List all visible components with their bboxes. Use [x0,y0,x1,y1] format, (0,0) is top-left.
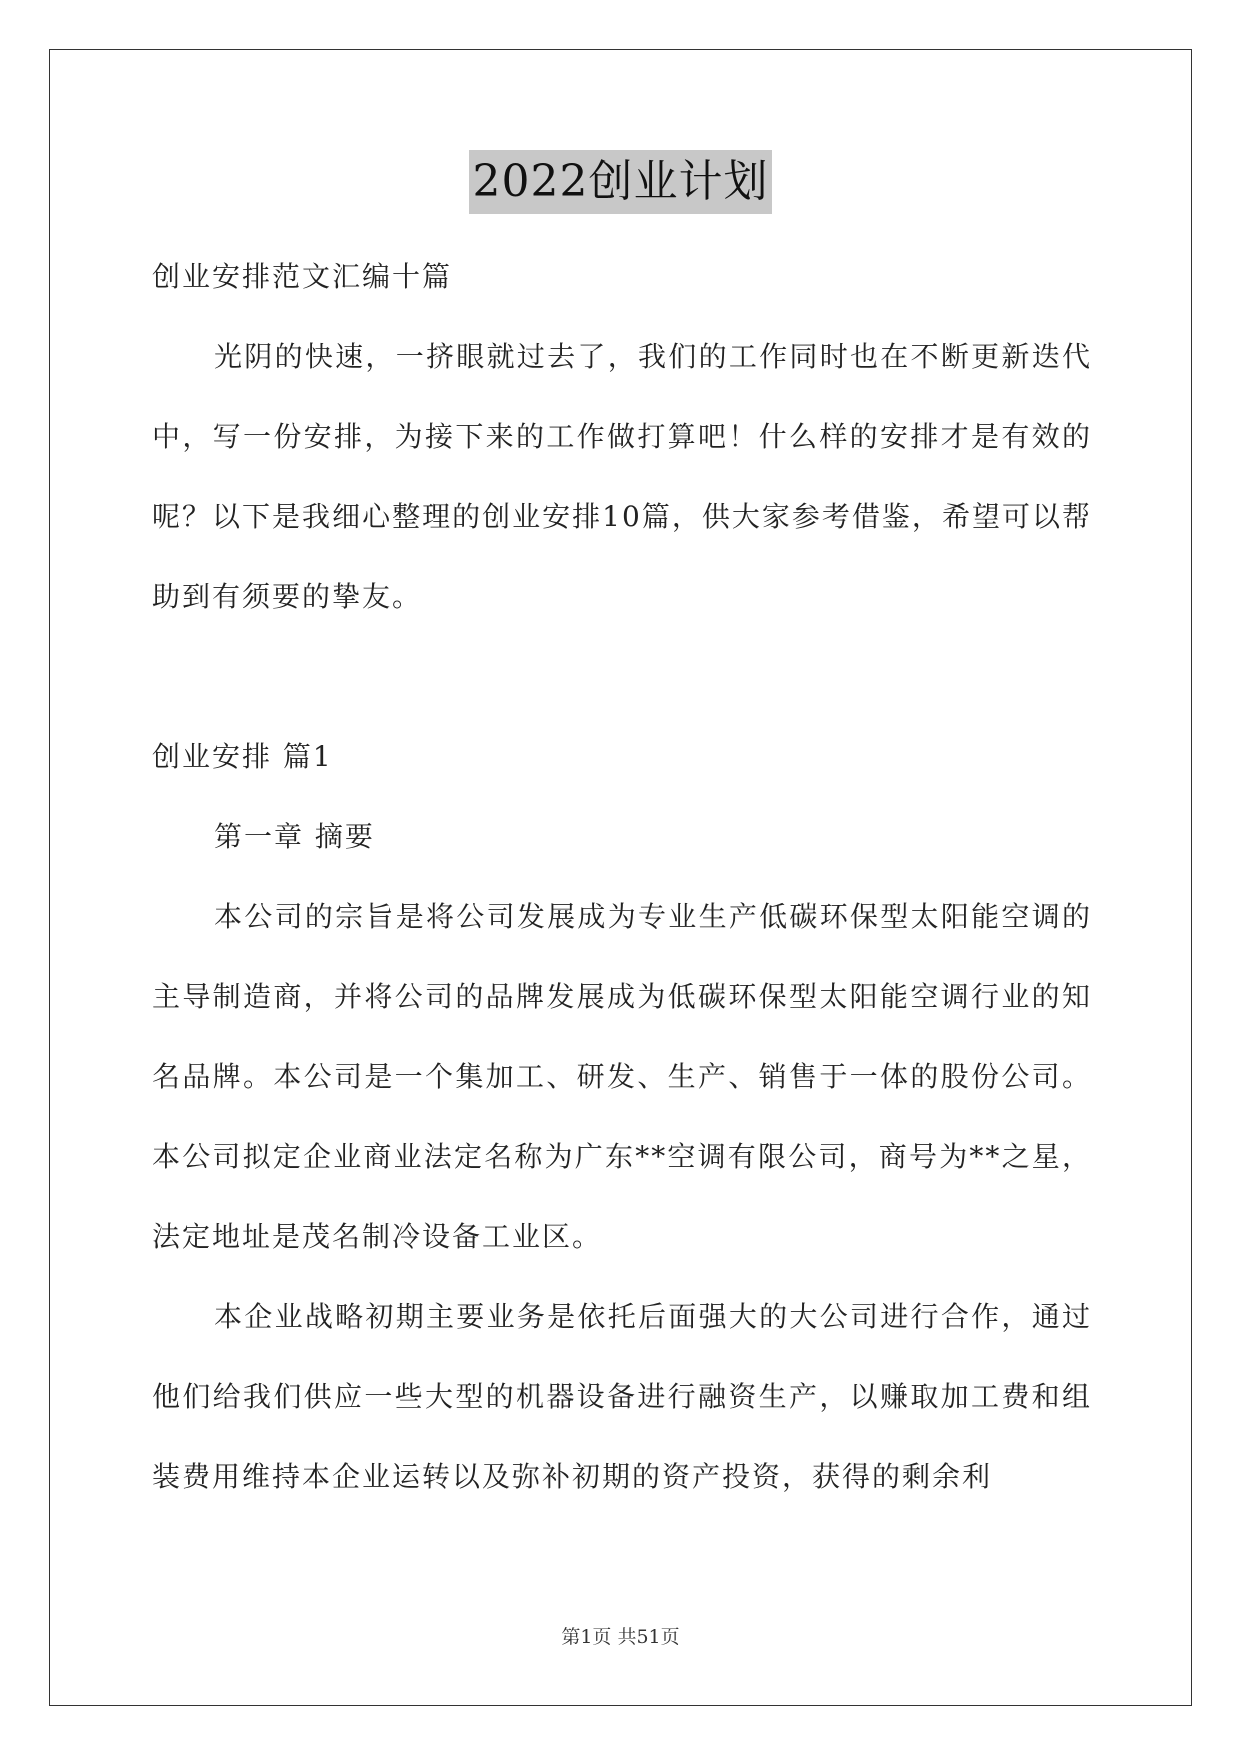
body-paragraph-2: 本企业战略初期主要业务是依托后面强大的大公司进行合作，通过他们给我们供应一些大型的机器设备进行融资生产，以赚取加工费和组装费用维持本企业运转以及弥补初期的资产投资，获得的剩余利 [152,1300,1092,1493]
spacer [152,637,1092,717]
title-wrap [0,150,1241,214]
section-heading: 创业安排 篇1 [152,740,333,773]
document-body [152,237,1092,1517]
subtitle: 创业安排范文汇编十篇 [152,260,453,293]
chapter-heading: 第一章 摘要 [214,820,375,853]
document-title: 2022创业计划 [469,150,773,214]
body-paragraph-1: 本公司的宗旨是将公司发展成为专业生产低碳环保型太阳能空调的主导制造商，并将公司的品牌发展成为低碳环保型太阳能空调行业的知名品牌。本公司是一个集加工、研发、生产、销售于一体的股份公司。本公司拟定企业商业法定名称为广东**空调有限公司，商号为**之星，法定地址是茂名制冷设备工业区。 [152,900,1092,1253]
intro-paragraph: 光阴的快速，一挤眼就过去了，我们的工作同时也在不断更新迭代中，写一份安排，为接下来的工作做打算吧！什么样的安排才是有效的呢？以下是我细心整理的创业安排10篇，供大家参考借鉴，希望可以帮助到有须要的挚友。 [152,340,1092,613]
page-footer: 第1页 共51页 [561,1626,680,1648]
